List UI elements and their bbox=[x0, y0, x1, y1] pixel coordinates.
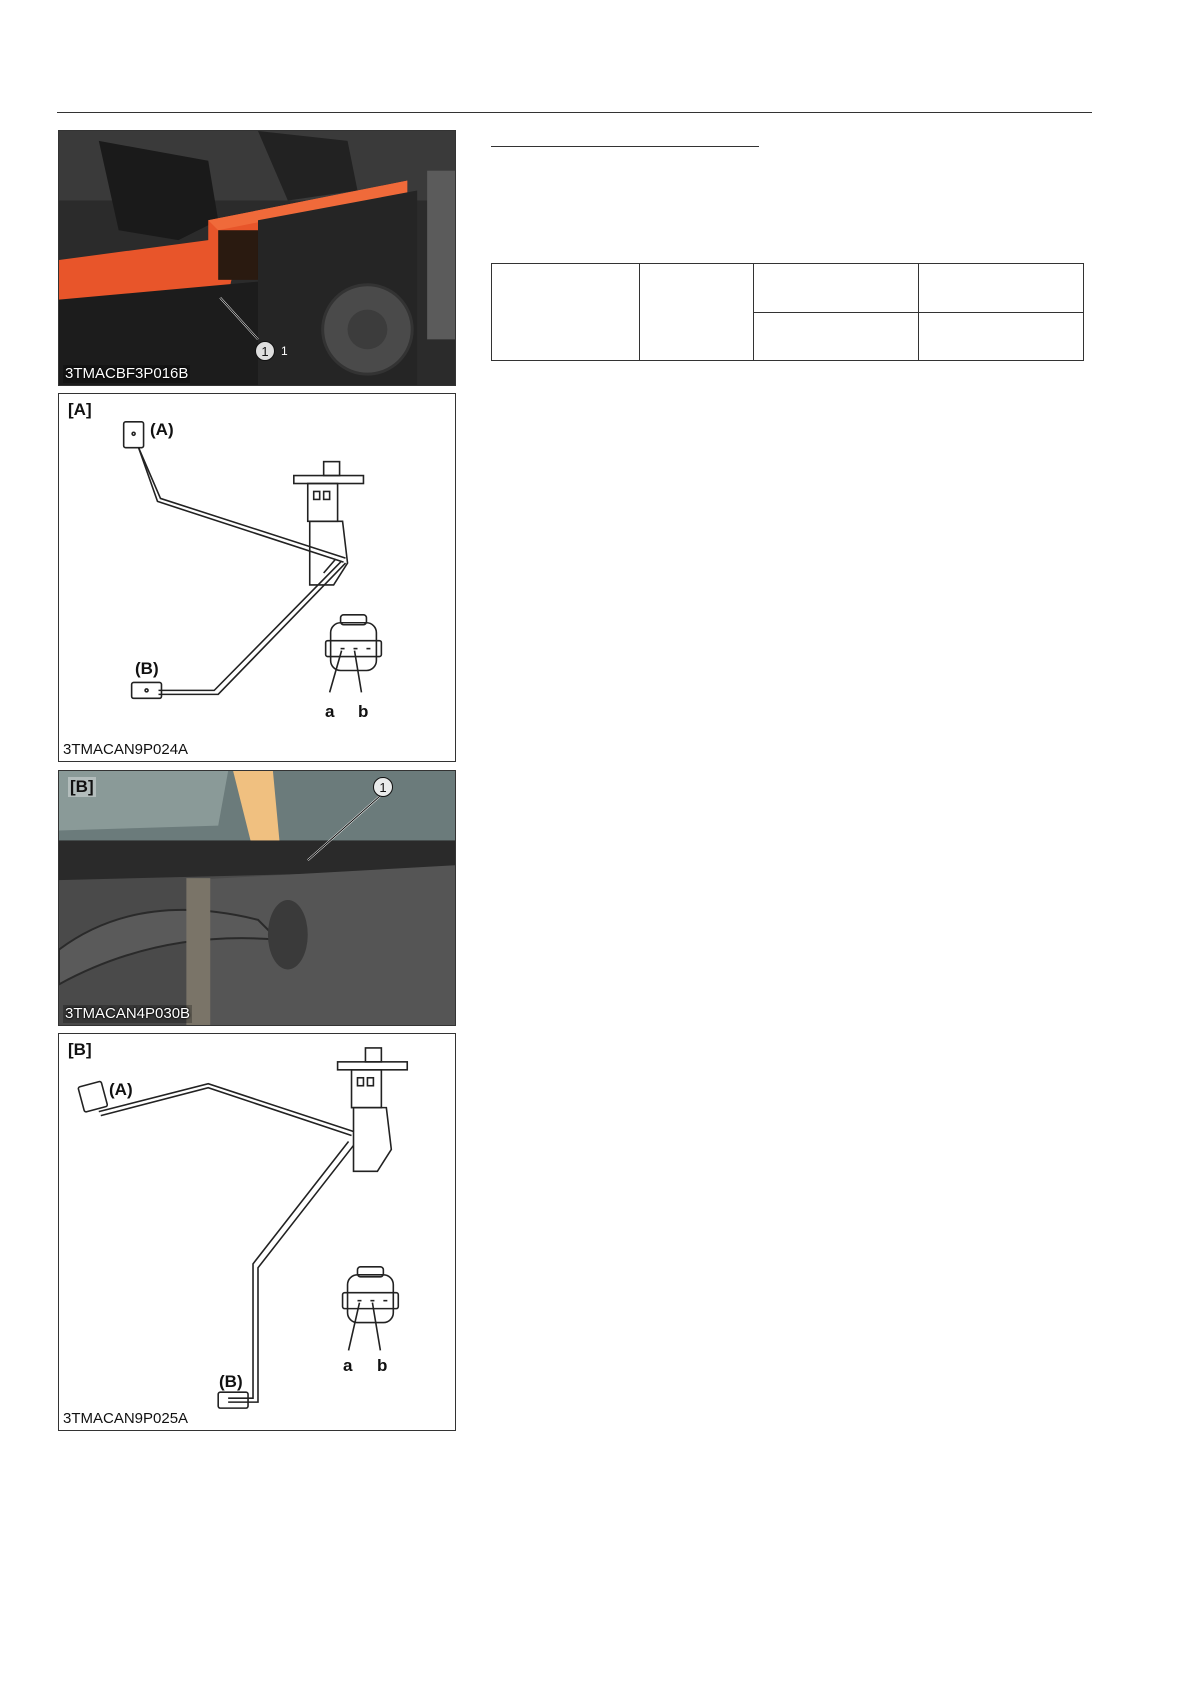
figure-code: 3TMACAN9P024A bbox=[63, 741, 189, 758]
table-cell bbox=[919, 312, 1084, 361]
terminal-b: b bbox=[377, 1356, 388, 1375]
sensor-drawing bbox=[59, 394, 455, 761]
terminal-a: a bbox=[325, 702, 335, 721]
figure-tag: [B] bbox=[68, 1040, 92, 1059]
figure-code: 3TMACAN4P030B bbox=[65, 1005, 191, 1022]
table-cell bbox=[640, 264, 754, 361]
figure-tag: [A] bbox=[68, 400, 92, 419]
diagram-fuel-sensor-a bbox=[58, 393, 456, 762]
callout-1: 1 bbox=[255, 341, 275, 361]
table-row bbox=[492, 264, 1084, 313]
photo-fuel-tank-b bbox=[58, 770, 456, 1026]
photo-fuel-tank-step bbox=[58, 130, 456, 386]
figure-code: 3TMACAN9P025A bbox=[63, 1410, 189, 1427]
terminal-b: b bbox=[358, 702, 369, 721]
figure-tag: [B] bbox=[70, 777, 94, 796]
figure-code: 3TMACBF3P016B bbox=[65, 365, 189, 382]
label-a: (A) bbox=[109, 1080, 133, 1099]
label-a: (A) bbox=[150, 420, 174, 439]
terminal-a: a bbox=[343, 1356, 353, 1375]
table-cell bbox=[754, 264, 919, 313]
section-title-underline bbox=[491, 146, 759, 147]
callout-1: 1 bbox=[373, 777, 393, 797]
callout-extra: 1 bbox=[281, 344, 288, 358]
table-cell bbox=[754, 312, 919, 361]
diagram-fuel-sensor-b bbox=[58, 1033, 456, 1431]
spec-table bbox=[491, 263, 1084, 361]
label-b: (B) bbox=[135, 659, 159, 678]
photo-illustration bbox=[59, 771, 455, 1025]
header-rule bbox=[57, 112, 1092, 113]
table-cell bbox=[492, 264, 640, 361]
table-cell bbox=[919, 264, 1084, 313]
label-b: (B) bbox=[219, 1372, 243, 1391]
